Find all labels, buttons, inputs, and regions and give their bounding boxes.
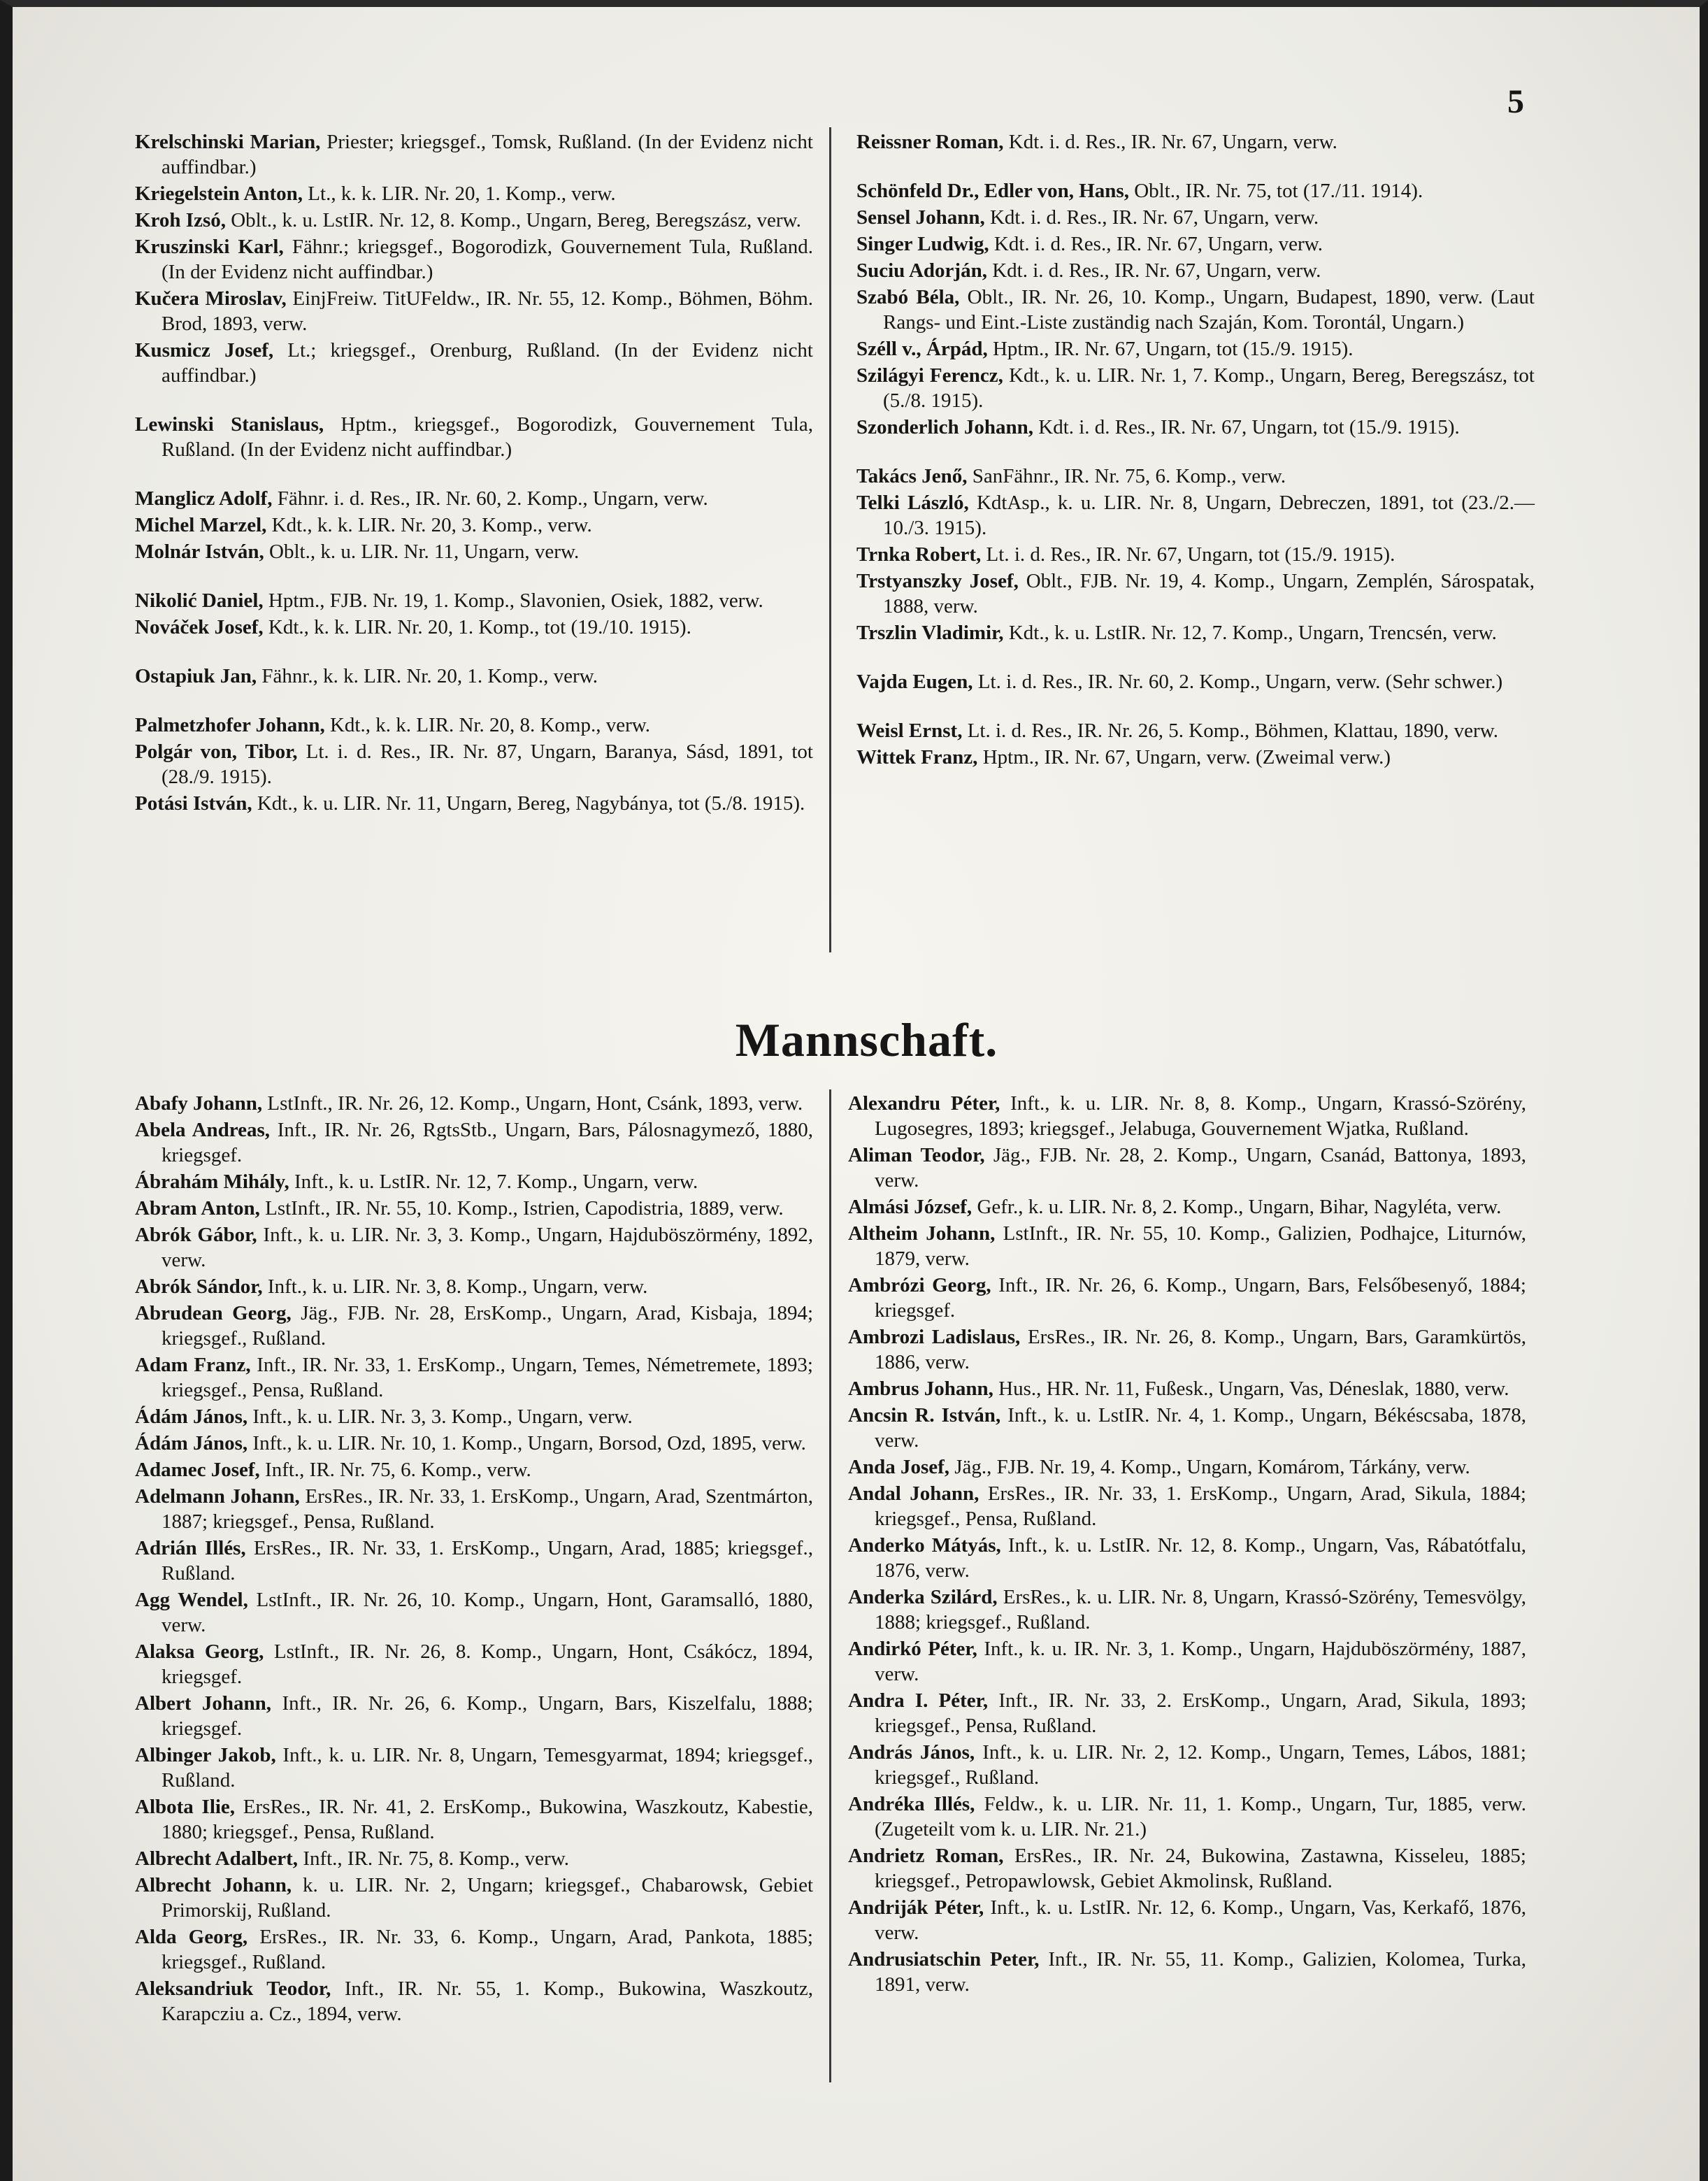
entry-details: Inft., k. u. LstIR. Nr. 12, 7. Komp., Ungarn, verw. (289, 1171, 698, 1193)
list-entry (135, 539, 813, 564)
list-entry (848, 1403, 1526, 1453)
entry-details: ErsRes., IR. Nr. 24, Bukowina, Zastawna, Kisseleu, 1885; kriegsgef., Petropawlowsk, Gebiet Akmolinsk, Rußland. (875, 1845, 1526, 1892)
entry-details: Inft., IR. Nr. 26, 6. Komp., Ungarn, Bars, Kiszelfalu, 1888; kriegsgef. (162, 1692, 813, 1740)
entry-details: Inft., IR. Nr. 55, 1. Komp., Bukowina, Waszkoutz, Karapcziu a. Cz., 1894, verw. (162, 1978, 813, 2025)
list-entry (135, 1301, 813, 1351)
entry-name: Ancsin R. István, (848, 1404, 1001, 1426)
list-entry (848, 1533, 1526, 1583)
entry-details: Hptm., IR. Nr. 67, Ungarn, tot (15./9. 1915). (987, 338, 1354, 360)
entry-details: Kdt. i. d. Res., IR. Nr. 67, Ungarn, verw. (984, 206, 1319, 229)
list-entry (856, 620, 1535, 645)
entry-name: Weisl Ernst, (856, 720, 963, 742)
entry-details: Inft., IR. Nr. 26, RgtsStb., Ungarn, Bars, Pálosnagymező, 1880, kriegsgef. (162, 1119, 813, 1166)
list-entry (848, 1454, 1526, 1480)
entry-details: Kdt., k. k. LIR. Nr. 20, 3. Komp., verw. (266, 514, 592, 536)
list-entry (135, 1743, 813, 1793)
list-entry (856, 542, 1535, 567)
list-entry (135, 1352, 813, 1403)
entry-name: Albota Ilie, (135, 1796, 236, 1818)
entry-name: Szonderlich Johann, (856, 416, 1033, 438)
entry-details: Inft., k. u. LIR. Nr. 2, 12. Komp., Ungarn, Temes, Lábos, 1881; kriegsgef., Rußland. (875, 1741, 1526, 1789)
list-entry (135, 234, 813, 285)
list-entry (856, 363, 1535, 413)
entry-name: Agg Wendel, (135, 1589, 248, 1611)
entry-name: Schönfeld Dr., Edler von, Hans, (856, 180, 1129, 202)
entry-details: ErsRes., IR. Nr. 33, 1. ErsKomp., Ungarn, Arad, Szentmárton, 1887; kriegsgef., Pensa, Rußland. (162, 1485, 813, 1533)
entry-name: Kusmicz Josef, (135, 339, 274, 362)
list-entry (848, 1843, 1526, 1894)
entry-details: Lt.; kriegsgef., Orenburg, Rußland. (In der Evidenz nicht auffindbar.) (162, 339, 813, 387)
list-entry (856, 231, 1535, 257)
list-entry (848, 1481, 1526, 1531)
entry-details: Kdt., k. k. LIR. Nr. 20, 1. Komp., tot (19./10. 1915). (263, 616, 691, 638)
entry-name: Michel Marzel, (135, 514, 267, 536)
entry-name: Takács Jenő, (856, 465, 968, 487)
entry-details: Inft., k. u. LIR. Nr. 10, 1. Komp., Ungarn, Borsod, Ozd, 1895, verw. (247, 1432, 806, 1454)
entry-details: Kdt., k. u. LIR. Nr. 11, Ungarn, Bereg, Nagybánya, tot (5./8. 1915). (252, 792, 805, 815)
entry-name: Trstyanszky Josef, (856, 570, 1019, 592)
entry-name: Trnka Robert, (856, 543, 982, 566)
entry-name: Krelschinski Marian, (135, 131, 321, 153)
entry-details: Inft., IR. Nr. 26, 6. Komp., Ungarn, Bars, Felsőbesenyő, 1884; kriegsgef. (875, 1274, 1526, 1322)
entry-details: Hptm., IR. Nr. 67, Ungarn, verw. (Zweimal verw.) (977, 746, 1391, 768)
list-entry (135, 1091, 813, 1116)
entry-name: Alaksa Georg, (135, 1640, 264, 1663)
entry-name: Albrecht Johann, (135, 1874, 292, 1896)
entry-name: Andriják Péter, (848, 1896, 984, 1919)
entry-name: Altheim Johann, (848, 1222, 996, 1245)
list-entry (135, 664, 813, 689)
entry-details: ErsRes., IR. Nr. 33, 1. ErsKomp., Ungarn, Arad, Sikula, 1884; kriegsgef., Pensa, Rußland. (875, 1482, 1526, 1530)
entry-details: LstInft., IR. Nr. 26, 8. Komp., Ungarn, Hont, Csákócz, 1894, kriegsgef. (162, 1640, 813, 1688)
list-entry (135, 1976, 813, 2026)
entry-name: Andrietz Roman, (848, 1845, 1004, 1867)
list-entry (135, 1484, 813, 1534)
column-bottom-left (135, 1091, 813, 2028)
entry-details: Inft., IR. Nr. 33, 1. ErsKomp., Ungarn, Temes, Németremete, 1893; kriegsgef., Pensa, Rußland. (162, 1354, 813, 1401)
list-entry (135, 1431, 813, 1456)
entry-name: Ábrahám Mihály, (135, 1171, 289, 1193)
entry-details: Lt. i. d. Res., IR. Nr. 67, Ungarn, tot (15./9. 1915). (981, 543, 1395, 566)
list-entry (856, 415, 1535, 440)
entry-details: Feldw., k. u. LIR. Nr. 11, 1. Komp., Ungarn, Tur, 1885, verw. (Zugeteilt vom k. u. LIR. Nr. 21.) (875, 1793, 1526, 1840)
entry-details: Inft., k. u. LIR. Nr. 8, 8. Komp., Ungarn, Krassó-Szörény, Lugosegres, 1893; kriegsgef., Jelabuga, Gouvernement Wjatka, Rußland. (875, 1092, 1526, 1140)
entry-name: Abrudean Georg, (135, 1302, 292, 1324)
entry-name: Telki László, (856, 492, 969, 514)
entry-details: Lt. i. d. Res., IR. Nr. 87, Ungarn, Baranya, Sásd, 1891, tot (28./9. 1915). (162, 741, 813, 788)
entry-name: Aleksandriuk Teodor, (135, 1978, 331, 2000)
list-entry (848, 1585, 1526, 1635)
entry-name: Albert Johann, (135, 1692, 272, 1715)
list-entry (135, 1587, 813, 1638)
list-entry (135, 1639, 813, 1689)
entry-details: Inft., k. u. LIR. Nr. 8, Ungarn, Temesgyarmat, 1894; kriegsgef., Rußland. (162, 1744, 813, 1792)
entry-name: Abrók Sándor, (135, 1275, 263, 1298)
entry-details: Kdt. i. d. Res., IR. Nr. 67, Ungarn, verw. (986, 259, 1321, 282)
list-entry (848, 1221, 1526, 1271)
list-entry (856, 336, 1535, 362)
list-entry (135, 1794, 813, 1845)
entry-name: Albrecht Adalbert, (135, 1847, 299, 1870)
entry-name: Ostapiuk Jan, (135, 665, 257, 687)
column-top-right (856, 129, 1535, 771)
entry-name: Adrián Illés, (135, 1537, 246, 1559)
entry-details: KdtAsp., k. u. LIR. Nr. 8, Ungarn, Debreczen, 1891, tot (23./2.—10./3. 1915). (883, 492, 1535, 539)
entry-details: Inft., k. u. LIR. Nr. 3, 8. Komp., Ungarn, verw. (262, 1275, 648, 1298)
entry-name: Wittek Franz, (856, 746, 978, 768)
entry-details: k. u. LIR. Nr. 2, Ungarn; kriegsgef., Chabarowsk, Gebiet Primorskij, Rußland. (162, 1874, 814, 1922)
list-entry (848, 1688, 1526, 1738)
entry-details: Kdt., k. u. LIR. Nr. 1, 7. Komp., Ungarn, Bereg, Beregszász, tot (5./8. 1915). (883, 364, 1535, 412)
entry-details: Kdt. i. d. Res., IR. Nr. 67, Ungarn, verw. (989, 233, 1323, 255)
list-entry (856, 569, 1535, 619)
entry-details: Hus., HR. Nr. 11, Fußesk., Ungarn, Vas, Déneslak, 1880, verw. (993, 1378, 1509, 1400)
entry-details: Lt. i. d. Res., IR. Nr. 60, 2. Komp., Ungarn, verw. (Sehr schwer.) (973, 671, 1503, 693)
entry-name: Anderko Mátyás, (848, 1534, 1001, 1557)
list-entry (135, 1873, 813, 1923)
entry-name: Andréka Illés, (848, 1793, 975, 1815)
entry-name: Andal Johann, (848, 1482, 979, 1505)
entry-details: Jäg., FJB. Nr. 19, 4. Komp., Ungarn, Komárom, Tárkány, verw. (949, 1456, 1470, 1478)
entry-name: Szabó Béla, (856, 286, 960, 308)
list-entry (848, 1324, 1526, 1375)
list-entry (135, 1117, 813, 1168)
entry-details: Lt. i. d. Res., IR. Nr. 26, 5. Komp., Böhmen, Klattau, 1890, verw. (962, 720, 1499, 742)
entry-details: LstInft., IR. Nr. 55, 10. Komp., Galizien, Podhajce, Liturnów, 1879, verw. (875, 1222, 1526, 1270)
entry-name: Polgár von, Tibor, (135, 741, 298, 763)
entry-details: Jäg., FJB. Nr. 28, ErsKomp., Ungarn, Arad, Kisbaja, 1894; kriegsgef., Rußland. (162, 1302, 813, 1350)
entry-details: Kdt., k. k. LIR. Nr. 20, 8. Komp., verw. (324, 714, 651, 736)
entry-name: Kroh Izsó, (135, 209, 226, 231)
list-entry (135, 129, 813, 180)
entry-details: Fähnr., k. k. LIR. Nr. 20, 1. Komp., verw. (257, 665, 598, 687)
entry-details: LstInft., IR. Nr. 26, 10. Komp., Ungarn, Hont, Garamsalló, 1880, verw. (162, 1589, 813, 1636)
entry-details: LstInft., IR. Nr. 26, 12. Komp., Ungarn, Hont, Csánk, 1893, verw. (262, 1092, 803, 1115)
entry-name: Alda Georg, (135, 1926, 248, 1948)
entry-name: Kučera Miroslav, (135, 287, 287, 310)
entry-name: Singer Ludwig, (856, 233, 989, 255)
entry-name: Ambrus Johann, (848, 1378, 993, 1400)
entry-details: Gefr., k. u. LIR. Nr. 8, 2. Komp., Ungarn, Bihar, Nagyléta, verw. (972, 1196, 1502, 1218)
entry-name: Szilágyi Ferencz, (856, 364, 1003, 387)
list-entry (135, 286, 813, 336)
list-entry (135, 1924, 813, 1975)
entry-name: Abela Andreas, (135, 1119, 271, 1141)
entry-name: Manglicz Adolf, (135, 487, 273, 510)
list-entry (135, 615, 813, 640)
entry-details: ErsRes., k. u. LIR. Nr. 8, Ungarn, Krassó-Szörény, Temesvölgy, 1888; kriegsgef., Rußland. (875, 1586, 1527, 1633)
entry-details: Inft., IR. Nr. 75, 8. Komp., verw. (298, 1847, 570, 1870)
entry-name: Andirkó Péter, (848, 1638, 977, 1660)
list-entry (856, 205, 1535, 230)
entry-name: Anderka Szilárd, (848, 1586, 998, 1608)
entry-details: Inft., k. u. LIR. Nr. 3, 3. Komp., Ungarn, verw. (247, 1406, 633, 1428)
page-number: 5 (1507, 83, 1524, 120)
column-divider-top (829, 127, 831, 952)
entry-details: SanFähnr., IR. Nr. 75, 6. Komp., verw. (967, 465, 1286, 487)
list-entry (848, 1376, 1526, 1401)
entry-details: Inft., k. u. LIR. Nr. 3, 3. Komp., Ungarn, Hajduböszörmény, 1892, verw. (162, 1224, 813, 1271)
list-entry (856, 129, 1535, 155)
list-entry (856, 718, 1535, 743)
entry-name: Kriegelstein Anton, (135, 183, 303, 205)
list-entry (135, 1169, 813, 1194)
list-entry (135, 1196, 813, 1221)
entry-name: Adamec Josef, (135, 1459, 260, 1481)
entry-details: Inft., k. u. LstIR. Nr. 12, 8. Komp., Ungarn, Vas, Rábatótfalu, 1876, verw. (875, 1534, 1526, 1582)
entry-name: Almási József, (848, 1196, 973, 1218)
entry-details: Inft., IR. Nr. 33, 2. ErsKomp., Ungarn, Arad, Sikula, 1893; kriegsgef., Pensa, Rußland. (875, 1689, 1526, 1737)
list-entry (135, 181, 813, 206)
column-divider-bottom (829, 1089, 831, 2082)
column-bottom-right (848, 1091, 1526, 1998)
entry-name: Széll v., Árpád, (856, 338, 988, 360)
entry-details: Oblt., k. u. LIR. Nr. 11, Ungarn, verw. (264, 541, 580, 563)
entry-details: Oblt., k. u. LstIR. Nr. 12, 8. Komp., Ungarn, Bereg, Beregszász, verw. (225, 209, 801, 231)
entry-name: Andrusiatschin Peter, (848, 1948, 1040, 1971)
entry-name: Anda Josef, (848, 1456, 950, 1478)
entry-details: Kdt. i. d. Res., IR. Nr. 67, Ungarn, verw. (1003, 131, 1337, 153)
entry-name: Molnár István, (135, 541, 264, 563)
entry-name: Ambrózi Georg, (848, 1274, 991, 1296)
entry-name: Adam Franz, (135, 1354, 251, 1376)
entry-name: Potási István, (135, 792, 252, 815)
entry-name: Adelmann Johann, (135, 1485, 300, 1508)
section-title: Mannschaft. (735, 1013, 998, 1066)
entry-details: Hptm., FJB. Nr. 19, 1. Komp., Slavonien, Osiek, 1882, verw. (263, 589, 763, 612)
list-entry (856, 745, 1535, 770)
list-entry (135, 1404, 813, 1429)
entry-details: ErsRes., IR. Nr. 41, 2. ErsKomp., Bukowina, Waszkoutz, Kabestie, 1880; kriegsgef., Pensa, Rußland. (162, 1796, 813, 1843)
list-entry (848, 1740, 1526, 1790)
entry-name: Trszlin Vladimir, (856, 622, 1004, 644)
entry-details: Oblt., FJB. Nr. 19, 4. Komp., Ungarn, Zemplén, Sárospatak, 1888, verw. (883, 570, 1535, 617)
list-entry (856, 490, 1535, 541)
entry-details: Hptm., kriegsgef., Bogorodizk, Gouvernement Tula, Rußland. (In der Evidenz nicht auffindbar.) (162, 413, 813, 461)
entry-details: ErsRes., IR. Nr. 26, 8. Komp., Ungarn, Bars, Garamkürtös, 1886, verw. (875, 1326, 1527, 1373)
list-entry (135, 739, 813, 789)
entry-name: Suciu Adorján, (856, 259, 987, 282)
list-entry (135, 513, 813, 538)
list-entry (135, 1536, 813, 1586)
entry-name: Abafy Johann, (135, 1092, 263, 1115)
entry-name: Abrók Gábor, (135, 1224, 257, 1246)
entry-name: Abram Anton, (135, 1197, 260, 1220)
entry-name: Sensel Johann, (856, 206, 985, 229)
entry-name: Alexandru Péter, (848, 1092, 1000, 1115)
entry-details: Inft., IR. Nr. 55, 11. Komp., Galizien, Kolomea, Turka, 1891, verw. (875, 1948, 1526, 1996)
entry-name: Albinger Jakob, (135, 1744, 276, 1766)
entry-details: Oblt., IR. Nr. 26, 10. Komp., Ungarn, Budapest, 1890, verw. (Laut Rangs- und Eint.-Liste zuständig nach Szaján, Kom. Torontál, Ungarn.) (883, 286, 1535, 334)
entry-details: Priester; kriegsgef., Tomsk, Rußland. (In der Evidenz nicht auffindbar.) (162, 131, 813, 178)
entry-details: Lt., k. k. LIR. Nr. 20, 1. Komp., verw. (303, 183, 616, 205)
list-entry (135, 412, 813, 462)
list-entry (135, 486, 813, 511)
list-entry (135, 1457, 813, 1482)
entry-name: Lewinski Stanislaus, (135, 413, 324, 436)
entry-details: Inft., k. u. IR. Nr. 3, 1. Komp., Ungarn, Hajduböszörmény, 1887, verw. (875, 1638, 1526, 1685)
list-entry (135, 338, 813, 388)
list-entry (848, 1636, 1526, 1687)
list-entry (856, 669, 1535, 694)
entry-details: Fähnr.; kriegsgef., Bogorodizk, Gouvernement Tula, Rußland. (In der Evidenz nicht auffindbar.) (162, 236, 813, 283)
list-entry (135, 791, 813, 816)
list-entry (135, 1846, 813, 1871)
entry-name: Nikolić Daniel, (135, 589, 264, 612)
list-entry (135, 713, 813, 738)
entry-name: Palmetzhofer Johann, (135, 714, 325, 736)
list-entry (848, 1091, 1526, 1141)
entry-name: Reissner Roman, (856, 131, 1004, 153)
list-entry (135, 208, 813, 233)
list-entry (135, 1691, 813, 1741)
list-entry (848, 1895, 1526, 1945)
list-entry (848, 1273, 1526, 1323)
list-entry (856, 258, 1535, 283)
entry-details: ErsRes., IR. Nr. 33, 6. Komp., Ungarn, Arad, Pankota, 1885; kriegsgef., Rußland. (162, 1926, 813, 1973)
list-entry (135, 1222, 813, 1273)
list-entry (856, 178, 1535, 203)
entry-name: Andra I. Péter, (848, 1689, 989, 1712)
entry-name: Nováček Josef, (135, 616, 264, 638)
list-entry (848, 1143, 1526, 1193)
entry-details: Fähnr. i. d. Res., IR. Nr. 60, 2. Komp., Ungarn, verw. (272, 487, 708, 510)
entry-details: Inft., k. u. LstIR. Nr. 4, 1. Komp., Ungarn, Békéscsaba, 1878, verw. (875, 1404, 1526, 1452)
entry-name: Ambrozi Ladislaus, (848, 1326, 1021, 1348)
entry-details: Inft., k. u. LstIR. Nr. 12, 6. Komp., Ungarn, Vas, Kerkafő, 1876, verw. (875, 1896, 1526, 1944)
entry-name: Kruszinski Karl, (135, 236, 284, 258)
entry-name: Ádám János, (135, 1406, 248, 1428)
entry-details: Oblt., IR. Nr. 75, tot (17./11. 1914). (1128, 180, 1423, 202)
list-entry (135, 1274, 813, 1299)
entry-details: Inft., IR. Nr. 75, 6. Komp., verw. (259, 1459, 531, 1481)
list-entry (848, 1792, 1526, 1842)
entry-details: EinjFreiw. TitUFeldw., IR. Nr. 55, 12. Komp., Böhmen, Böhm. Brod, 1893, verw. (162, 287, 813, 335)
list-entry (856, 464, 1535, 489)
entry-details: Jäg., FJB. Nr. 28, 2. Komp., Ungarn, Csanád, Battonya, 1893, verw. (875, 1144, 1526, 1192)
entry-details: Kdt. i. d. Res., IR. Nr. 67, Ungarn, tot (15./9. 1915). (1033, 416, 1460, 438)
column-top-left (135, 129, 813, 817)
entry-details: LstInft., IR. Nr. 55, 10. Komp., Istrien, Capodistria, 1889, verw. (259, 1197, 784, 1220)
entry-details: Kdt., k. u. LstIR. Nr. 12, 7. Komp., Ungarn, Trencsén, verw. (1003, 622, 1497, 644)
entry-name: Vajda Eugen, (856, 671, 973, 693)
list-entry (848, 1947, 1526, 1997)
list-entry (856, 285, 1535, 335)
entry-name: András János, (848, 1741, 975, 1764)
list-entry (135, 588, 813, 613)
entry-name: Aliman Teodor, (848, 1144, 985, 1166)
list-entry (848, 1194, 1526, 1220)
entry-name: Ádám János, (135, 1432, 248, 1454)
entry-details: ErsRes., IR. Nr. 33, 1. ErsKomp., Ungarn, Arad, 1885; kriegsgef., Rußland. (162, 1537, 814, 1585)
